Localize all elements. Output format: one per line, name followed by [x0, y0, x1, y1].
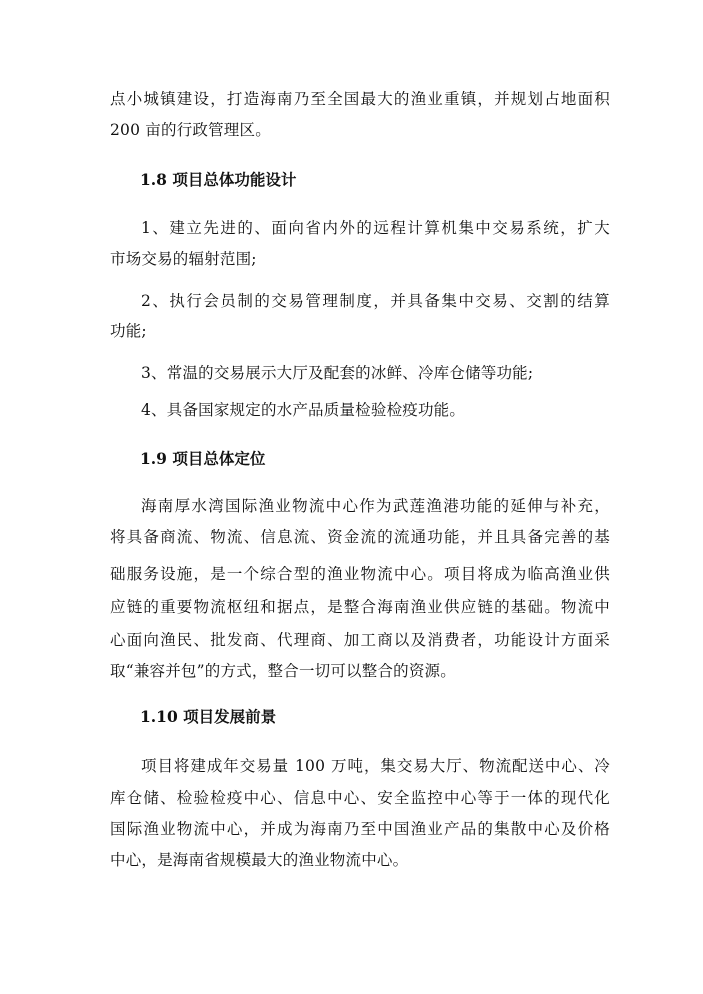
- list-item-line: 市场交易的辐射范围;: [110, 250, 257, 268]
- paragraph-line: 心面向渔民、批发商、代理商、加工商以及消费者，功能设计方面采: [110, 631, 610, 649]
- list-item-line: 3、常温的交易展示大厅及配套的冰鲜、冷库仓储等功能;: [141, 364, 534, 382]
- list-item-line: 2、执行会员制的交易管理制度，并具备集中交易、交割的结算: [141, 292, 610, 310]
- paragraph-line: 200 亩的行政管理区。: [110, 121, 271, 139]
- paragraph-line: 点小城镇建设，打造海南乃至全国最大的渔业重镇，并规划占地面积: [110, 90, 610, 108]
- section-heading-1-10: 1.10 项目发展前景: [140, 707, 277, 726]
- list-item-line: 4、具备国家规定的水产品质量检验检疫功能。: [141, 401, 466, 419]
- paragraph-line: 项目将建成年交易量 100 万吨，集交易大厅、物流配送中心、冷: [141, 757, 610, 775]
- paragraph-line: 库仓储、检验检疫中心、信息中心、安全监控中心等于一体的现代化: [110, 789, 610, 807]
- paragraph-line: 国际渔业物流中心，并成为海南乃至中国渔业产品的集散中心及价格: [110, 820, 610, 838]
- section-heading-1-8: 1.8 项目总体功能设计: [140, 170, 297, 189]
- paragraph-line: 海南厚水湾国际渔业物流中心作为武莲渔港功能的延伸与补充，: [141, 497, 610, 515]
- paragraph-line: 取“兼容并包”的方式，整合一切可以整合的资源。: [110, 662, 456, 680]
- section-heading-1-9: 1.9 项目总体定位: [140, 449, 266, 468]
- paragraph-line: 应链的重要物流枢纽和据点，是整合海南渔业供应链的基础。物流中: [110, 598, 610, 616]
- list-item-line: 功能;: [110, 322, 147, 340]
- paragraph-line: 础服务设施，是一个综合型的渔业物流中心。项目将成为临高渔业供: [110, 565, 610, 583]
- list-item-line: 1、建立先进的、面向省内外的远程计算机集中交易系统，扩大: [141, 219, 610, 237]
- paragraph-line: 中心，是海南省规模最大的渔业物流中心。: [110, 851, 409, 869]
- paragraph-line: 将具备商流、物流、信息流、资金流的流通功能，并且具备完善的基: [110, 528, 610, 546]
